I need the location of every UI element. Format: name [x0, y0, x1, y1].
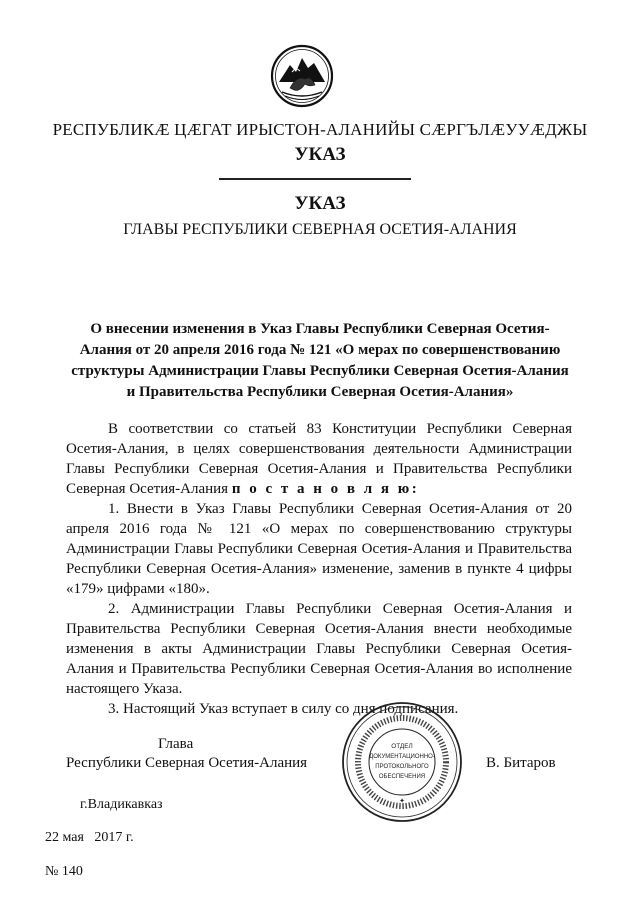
stamp-line-1: ОТДЕЛ	[391, 743, 413, 750]
republic-ossetian-line: РЕСПУБЛИКӔ ЦӔГАТ ИРЫСТОН-АЛАНИЙЫ СӔРГЪЛӔУУӔДЖЫ	[52, 120, 588, 139]
item-3: 3. Настоящий Указ вступает в силу со дня подписания.	[108, 701, 459, 717]
coat-of-arms-emblem-icon	[270, 44, 334, 108]
decree-word: п о с т а н о в л я ю:	[231, 481, 420, 497]
item-1: 1. Внести в Указ Главы Республики Северная Осетия-Алания от 20 апреля 2016 года № 121 «О мерах по совершенствованию структуры Администрации Главы Республики Северная Осетия-Алания и Правительства Республики Северная Осетия-Алания» изменение, заменив в пункте 4 цифры «179» цифрами «180».	[66, 501, 572, 597]
stamp-line-3: ПРОТОКОЛЬНОГО	[375, 764, 429, 770]
document-body	[66, 419, 572, 719]
item-2: 2. Администрации Главы Республики Северная Осетия-Алания и Правительства Республики Северная Осетия-Алания внести необходимые изменения в акты Администрации Главы Республики Северная Осетия-Алания и Правительства Республики Северная Осетия-Алания во исполнение настоящего Указа.	[66, 601, 572, 697]
issue-city: г.Владикавказ	[80, 797, 163, 812]
decree-heading-russian: УКАЗ	[294, 193, 346, 214]
header-divider	[219, 178, 411, 180]
signatory-position-line2: Республики Северная Осетия-Алания	[66, 755, 308, 771]
official-stamp	[340, 700, 464, 824]
signatory-position-line1: Глава	[158, 736, 194, 752]
preamble-text: В соответствии со статьей 83 Конституции Республики Северная Осетия-Алания, в целях совершенствования деятельности Администрации Главы Республики Северная Осетия-Алания и Правительства Республики Северная Осетия-Алания	[66, 421, 572, 497]
issue-date: 22 мая 2017 г.	[45, 830, 134, 845]
decree-heading-ossetian: УКАЗ	[294, 144, 346, 165]
preamble-paragraph	[66, 419, 572, 499]
stamp-line-2: ДОКУМЕНТАЦИОННО-	[369, 754, 435, 760]
decree-issuer: ГЛАВЫ РЕСПУБЛИКИ СЕВЕРНАЯ ОСЕТИЯ-АЛАНИЯ	[123, 221, 517, 238]
signatory-name: В. Битаров	[486, 755, 556, 771]
document-title: О внесении изменения в Указ Главы Республики Северная Осетия-Алания от 20 апреля 2016 года № 121 «О мерах по совершенствованию структуры Администрации Главы Республики Северная Осетия-Алания и Правительства Республики Северная Осетия-Алания»	[71, 321, 569, 400]
stamp-star-icon: ✦	[399, 797, 405, 805]
decree-number: № 140	[45, 864, 83, 879]
stamp-line-4: ОБЕСПЕЧЕНИЯ	[378, 774, 426, 780]
